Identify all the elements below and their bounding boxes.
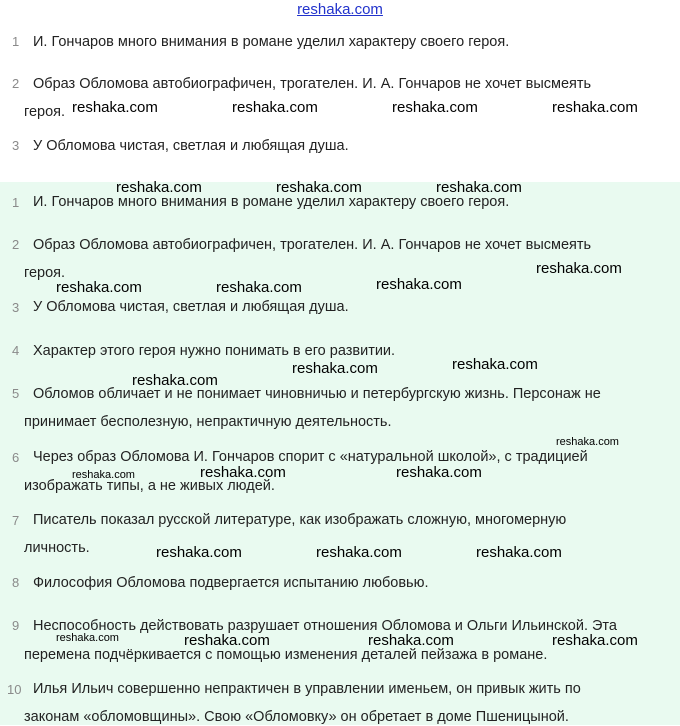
watermark: reshaka.com xyxy=(368,632,454,649)
list-item-text: Характер этого героя нужно понимать в его развитии. xyxy=(33,343,396,359)
list-item-number: 2 xyxy=(12,76,20,91)
watermark: reshaka.com xyxy=(56,279,142,296)
watermark: reshaka.com xyxy=(72,469,135,481)
watermark: reshaka.com xyxy=(292,360,378,377)
list-item-text: Философия Обломова подвергается испытанию любовью. xyxy=(33,575,429,591)
watermark: reshaka.com xyxy=(316,544,402,561)
watermark: reshaka.com xyxy=(156,544,242,561)
site-header-link[interactable]: reshaka.com xyxy=(297,1,383,18)
watermark: reshaka.com xyxy=(232,99,318,116)
list-item-text: И. Гончаров много внимания в романе уделил характеру своего героя. xyxy=(33,194,510,210)
list-item-text: Образ Обломова автобиографичен, трогателен. И. А. Гончаров не хочет высмеять xyxy=(33,76,592,92)
watermark: reshaka.com xyxy=(436,179,522,196)
list-item-number: 4 xyxy=(12,343,20,358)
watermark: reshaka.com xyxy=(132,372,218,389)
list-item-text: перемена подчёркивается с помощью изменения деталей пейзажа в романе. xyxy=(24,647,548,663)
list-item-number: 6 xyxy=(12,450,20,465)
list-item-number: 3 xyxy=(12,138,20,153)
list-item-text: И. Гончаров много внимания в романе уделил характеру своего героя. xyxy=(33,34,510,50)
list-item-number: 3 xyxy=(12,300,20,315)
watermark: reshaka.com xyxy=(216,279,302,296)
watermark: reshaka.com xyxy=(276,179,362,196)
list-item-text: героя. xyxy=(24,265,66,281)
watermark: reshaka.com xyxy=(552,632,638,649)
list-item-number: 2 xyxy=(12,237,20,252)
watermark: reshaka.com xyxy=(116,179,202,196)
list-item-text: изображать типы, а не живых людей. xyxy=(24,478,275,494)
list-item-text: Неспособность действовать разрушает отношения Обломова и Ольги Ильинской. Эта xyxy=(33,618,617,634)
list-item-text: личность. xyxy=(24,540,90,556)
watermark: reshaka.com xyxy=(476,544,562,561)
list-item-text: Писатель показал русской литературе, как изображать сложную, многомерную xyxy=(33,512,567,528)
list-item-number: 10 xyxy=(7,682,22,697)
list-item-number: 7 xyxy=(12,513,20,528)
watermark: reshaka.com xyxy=(552,99,638,116)
watermark: reshaka.com xyxy=(184,632,270,649)
watermark: reshaka.com xyxy=(72,99,158,116)
watermark: reshaka.com xyxy=(56,632,119,644)
watermark: reshaka.com xyxy=(452,356,538,373)
list-item-text: Илья Ильич совершенно непрактичен в управлении именьем, он привык жить по xyxy=(33,681,581,697)
list-item-text: Обломов обличает и не понимает чиновничью и петербургскую жизнь. Персонаж не xyxy=(33,386,601,402)
list-item-number: 1 xyxy=(12,195,20,210)
list-item-text: законам «обломовщины». Свою «Обломовку» он обретает в доме Пшеницыной. xyxy=(24,709,569,725)
list-item-number: 5 xyxy=(12,386,20,401)
watermark: reshaka.com xyxy=(392,99,478,116)
list-item-text: принимает бесполезную, непрактичную деятельность. xyxy=(24,414,392,430)
watermark: reshaka.com xyxy=(536,260,622,277)
list-item-number: 1 xyxy=(12,34,20,49)
watermark: reshaka.com xyxy=(376,276,462,293)
list-item-number: 8 xyxy=(12,575,20,590)
watermark: reshaka.com xyxy=(396,464,482,481)
list-item-text: Через образ Обломова И. Гончаров спорит с «натуральной школой», с традицией xyxy=(33,449,588,465)
list-item-text: героя. xyxy=(24,104,66,120)
list-item-text: Образ Обломова автобиографичен, трогателен. И. А. Гончаров не хочет высмеять xyxy=(33,237,592,253)
list-item-text: У Обломова чистая, светлая и любящая душа. xyxy=(33,138,349,154)
list-item-text: У Обломова чистая, светлая и любящая душа. xyxy=(33,299,349,315)
watermark: reshaka.com xyxy=(200,464,286,481)
list-item-number: 9 xyxy=(12,618,20,633)
watermark: reshaka.com xyxy=(556,436,619,448)
